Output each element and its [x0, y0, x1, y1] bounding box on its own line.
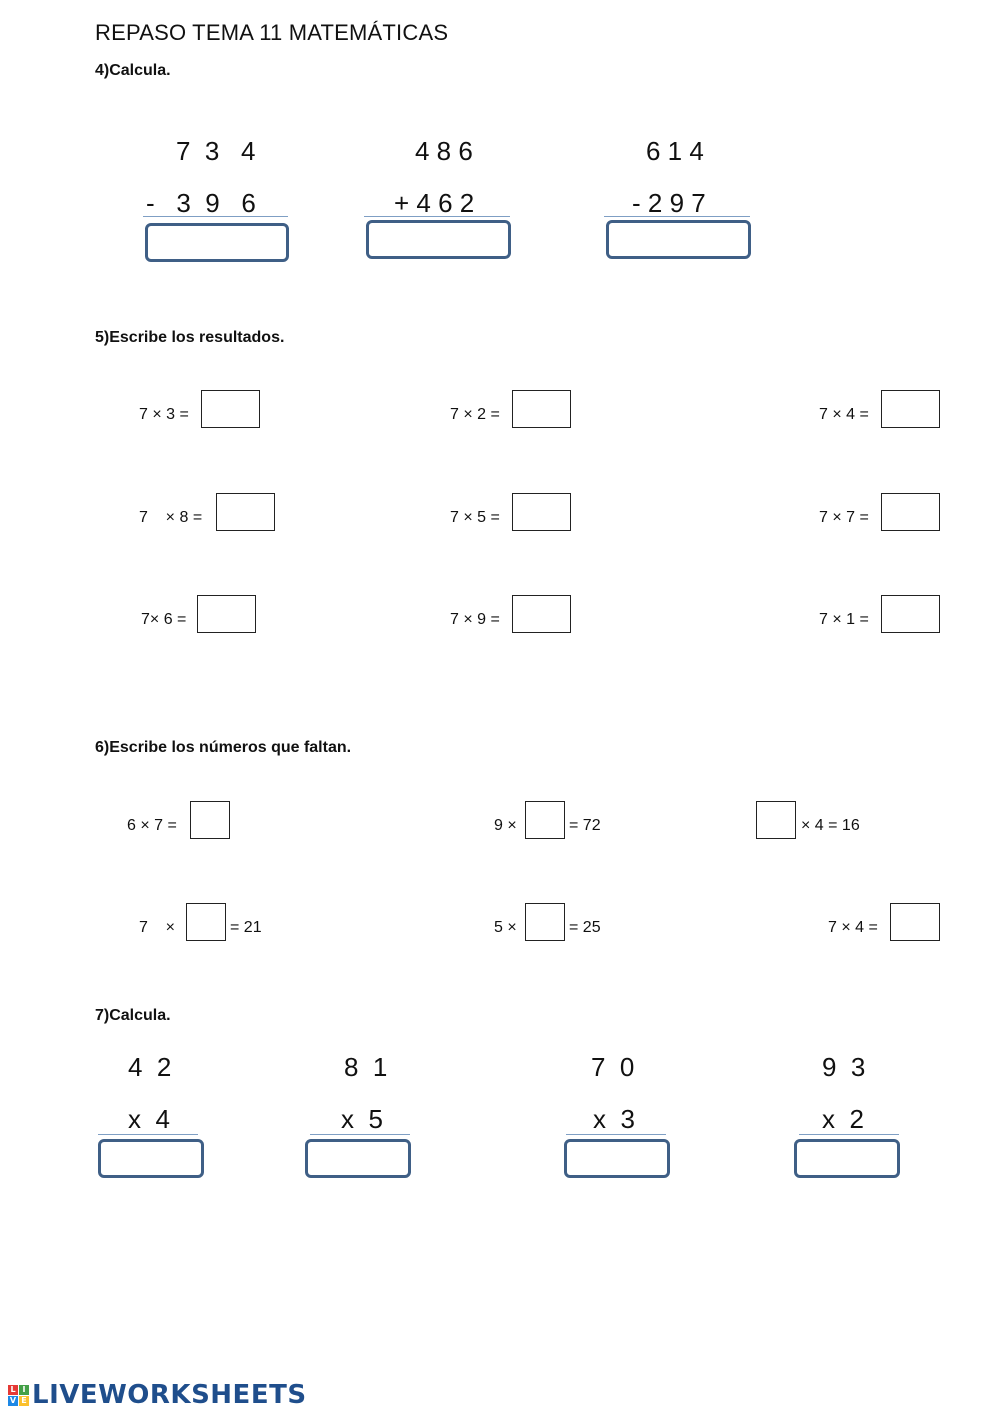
multiplication-expression: 7 × 1 = — [819, 611, 869, 628]
logo-brand-text: LIVEWORKSHEETS — [32, 1380, 307, 1410]
problem-top-number: 4 2 — [128, 1052, 172, 1082]
problem-bottom-number: - 3 9 6 — [146, 188, 256, 218]
problem-top-number: 7 0 — [591, 1052, 635, 1082]
problem-rule-line — [98, 1134, 198, 1135]
answer-box[interactable] — [881, 493, 940, 531]
multiplication-expression: 7 × 5 = — [450, 509, 500, 526]
missing-number-expression: 6 × 7 = — [127, 817, 177, 834]
problem-bottom-number: x 5 — [341, 1104, 383, 1134]
answer-box[interactable] — [201, 390, 260, 428]
answer-box[interactable] — [881, 390, 940, 428]
problem-rule-line — [566, 1134, 666, 1135]
answer-box[interactable] — [512, 493, 571, 531]
problem-rule-line — [143, 216, 288, 217]
multiplication-expression: 7 × 4 = — [819, 406, 869, 423]
section-6-heading: 6)Escribe los números que faltan. — [95, 739, 352, 756]
missing-number-expression: 7 × 4 = — [828, 919, 878, 936]
answer-box[interactable] — [98, 1139, 204, 1178]
problem-top-number: 7 3 4 — [176, 136, 256, 166]
logo-tile: V — [9, 1395, 17, 1405]
answer-box[interactable] — [197, 595, 256, 633]
liveworksheets-logo[interactable] — [8, 1380, 307, 1410]
logo-tile: I — [19, 1385, 29, 1395]
problem-rule-line — [604, 216, 750, 217]
problem-bottom-number: x 4 — [128, 1104, 170, 1134]
answer-box[interactable] — [512, 595, 571, 633]
section-7-heading: 7)Calcula. — [95, 1007, 171, 1024]
answer-box[interactable] — [794, 1139, 900, 1178]
problem-rule-line — [799, 1134, 899, 1135]
multiplication-expression: 7 × 7 = — [819, 509, 869, 526]
problem-top-number: 8 1 — [344, 1052, 388, 1082]
logo-tile: L — [8, 1385, 18, 1395]
problem-top-number: 9 3 — [822, 1052, 866, 1082]
missing-number-result: = 72 — [569, 817, 601, 834]
answer-box[interactable] — [606, 220, 751, 259]
logo-tile: E — [19, 1396, 29, 1406]
answer-box[interactable] — [564, 1139, 670, 1178]
missing-number-expression: 5 × — [494, 919, 517, 936]
answer-box[interactable] — [756, 801, 796, 839]
multiplication-expression: 7 × 9 = — [450, 611, 500, 628]
multiplication-expression: 7 × 2 = — [450, 406, 500, 423]
multiplication-expression: 7 × 3 = — [139, 406, 189, 423]
answer-box[interactable] — [145, 223, 289, 262]
missing-number-expression: 7 × — [139, 919, 176, 936]
answer-box[interactable] — [190, 801, 230, 839]
section-5-heading: 5)Escribe los resultados. — [95, 329, 285, 346]
missing-number-result: = 25 — [569, 919, 601, 936]
problem-rule-line — [364, 216, 510, 217]
problem-bottom-number: + 4 6 2 — [394, 188, 475, 218]
problem-rule-line — [310, 1134, 410, 1135]
problem-bottom-number: x 3 — [593, 1104, 635, 1134]
multiplication-expression: 7 × 8 = — [139, 509, 203, 526]
answer-box[interactable] — [525, 903, 565, 941]
section-4-heading: 4)Calcula. — [95, 62, 171, 79]
answer-box[interactable] — [881, 595, 940, 633]
missing-number-expression: × 4 = 16 — [801, 817, 860, 834]
answer-box[interactable] — [890, 903, 940, 941]
problem-bottom-number: x 2 — [822, 1104, 864, 1134]
answer-box[interactable] — [512, 390, 571, 428]
page-title: REPASO TEMA 11 MATEMÁTICAS — [95, 20, 449, 45]
answer-box[interactable] — [305, 1139, 411, 1178]
missing-number-result: = 21 — [230, 919, 262, 936]
missing-number-expression: 9 × — [494, 817, 517, 834]
answer-box[interactable] — [186, 903, 226, 941]
answer-box[interactable] — [366, 220, 511, 259]
answer-box[interactable] — [216, 493, 275, 531]
multiplication-expression: 7× 6 = — [141, 611, 187, 628]
answer-box[interactable] — [525, 801, 565, 839]
problem-bottom-number: - 2 9 7 — [632, 188, 706, 218]
problem-top-number: 6 1 4 — [646, 136, 704, 166]
problem-top-number: 4 8 6 — [415, 136, 473, 166]
logo-icon — [8, 1385, 29, 1406]
